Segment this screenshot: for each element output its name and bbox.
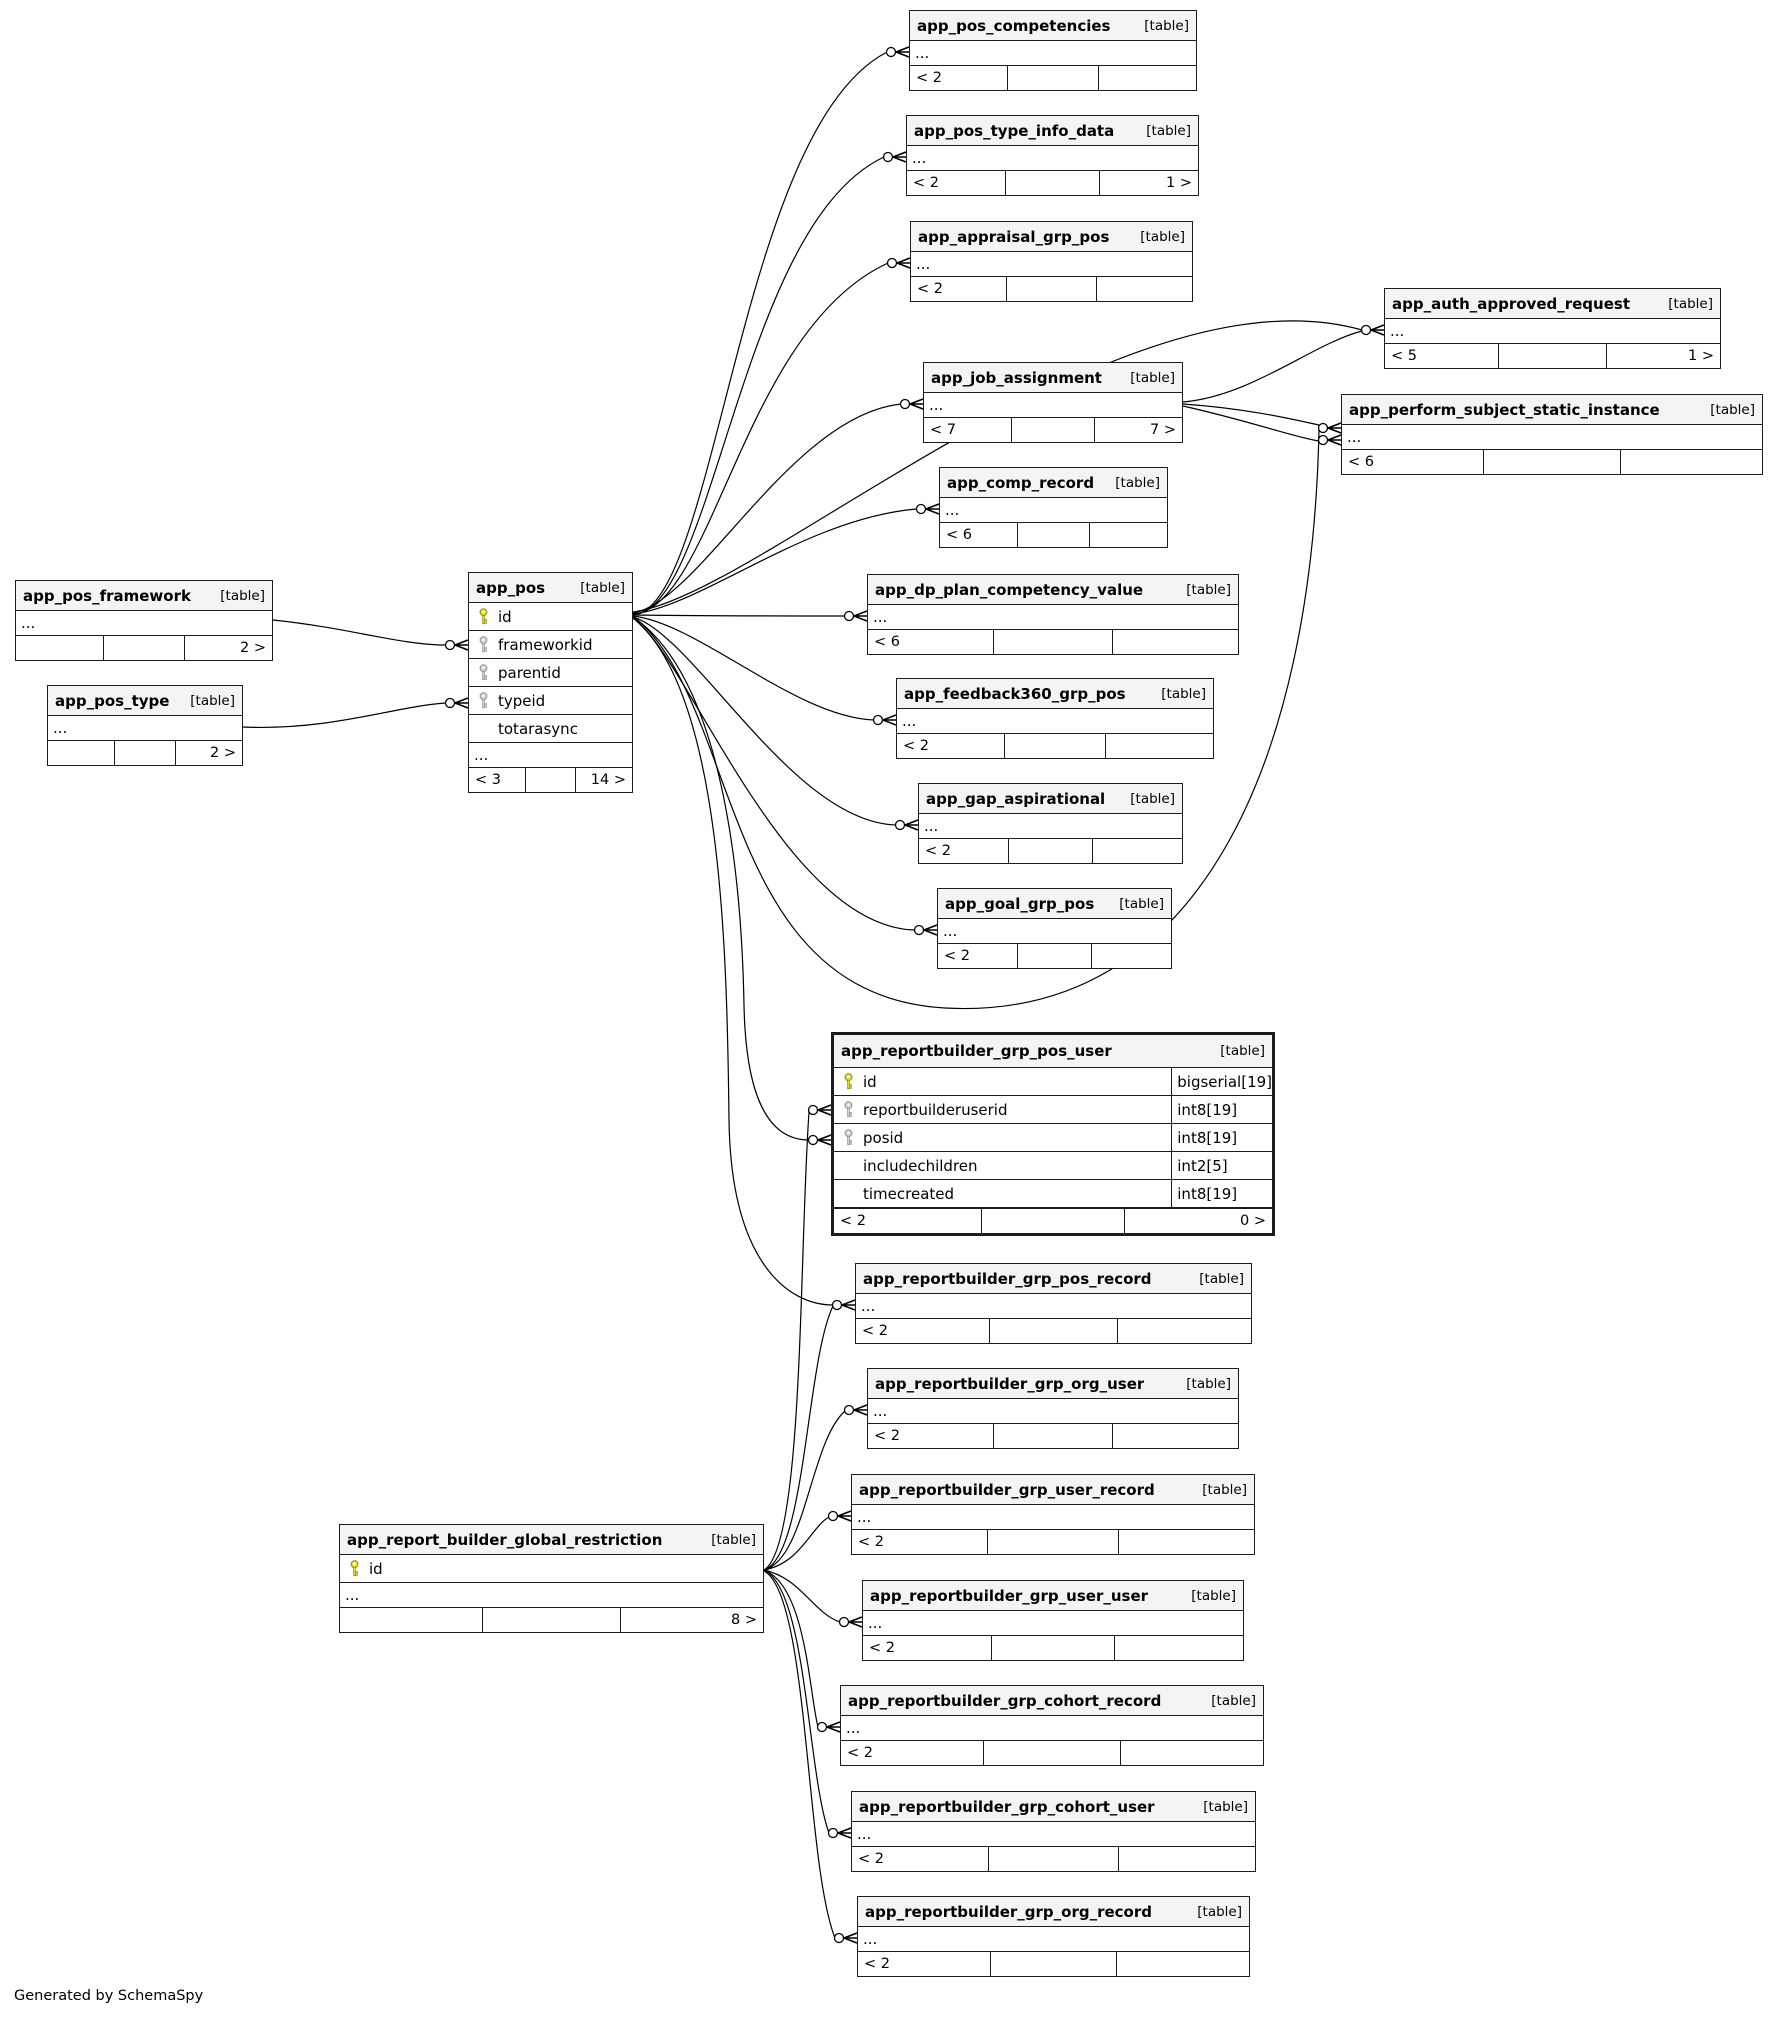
ellipsis-row: ... — [863, 1930, 878, 1948]
table-header — [856, 1264, 1251, 1294]
footer-spacer — [525, 768, 577, 792]
relationship-line — [1183, 404, 1319, 425]
crowfoot-marker-icon — [845, 611, 868, 621]
crowfoot-marker-icon — [915, 925, 938, 935]
crowfoot-marker-icon — [829, 1511, 852, 1521]
table-tag: [table] — [1668, 295, 1713, 312]
table-footer — [907, 170, 1198, 195]
ellipsis-row: ... — [474, 746, 489, 764]
footer-spacer — [987, 1530, 1118, 1554]
table-tag: [table] — [1191, 1587, 1236, 1604]
crowfoot-marker-icon — [896, 820, 919, 830]
table-tag: [table] — [1186, 1375, 1231, 1392]
table-app_appraisal_grp_pos[interactable] — [910, 221, 1193, 302]
parents-count: < 2 — [864, 1956, 890, 1972]
relationship-line — [764, 1112, 809, 1570]
parents-count: < 2 — [903, 738, 929, 754]
generator-note: Generated by SchemaSpy — [14, 1988, 204, 2004]
table-name: app_pos_competencies — [917, 16, 1111, 35]
field-row-id — [340, 1555, 763, 1583]
ellipsis-row: ... — [53, 719, 68, 737]
table-app_pos[interactable] — [468, 572, 633, 793]
table-header — [897, 679, 1213, 709]
children-count: 2 > — [240, 640, 267, 656]
ellipsis-row: ... — [846, 1719, 861, 1737]
field-name: posid — [863, 1128, 904, 1147]
parents-count: < 7 — [930, 422, 956, 438]
field-row-timecreated — [834, 1180, 1272, 1208]
table-app_pos_type_info_data[interactable] — [906, 115, 1199, 196]
table-name: app_pos_type_info_data — [914, 121, 1115, 140]
ellipsis-row: ... — [943, 922, 958, 940]
table-app_job_assignment[interactable] — [923, 362, 1183, 443]
crowfoot-marker-icon — [809, 1105, 832, 1115]
table-header — [868, 1369, 1238, 1399]
crowfoot-marker-icon — [1362, 325, 1385, 335]
foreign-key-icon — [476, 636, 490, 653]
children-count: 1 > — [1688, 348, 1714, 364]
foreign-key-icon — [841, 1129, 855, 1146]
table-name: app_auth_approved_request — [1392, 294, 1630, 313]
table-app_report_builder_global_restriction[interactable] — [339, 1524, 764, 1633]
children-count — [1121, 1741, 1263, 1765]
footer-spacer — [1005, 171, 1099, 195]
table-app_feedback360_grp_pos[interactable] — [896, 678, 1214, 759]
parents-count: < 2 — [917, 281, 943, 297]
table-tag: [table] — [1119, 895, 1164, 912]
field-type: int8[19] — [1171, 1180, 1272, 1207]
parents-count: < 2 — [944, 948, 970, 964]
children-count: 8 > — [731, 1612, 757, 1628]
field-name: timecreated — [863, 1184, 955, 1203]
parents-count — [16, 636, 103, 660]
relationship-line — [633, 618, 915, 930]
children-count — [1090, 523, 1167, 547]
table-app_perform_subject_static_instance[interactable] — [1341, 394, 1763, 475]
footer-spacer — [983, 1741, 1121, 1765]
table-name: app_perform_subject_static_instance — [1349, 400, 1660, 419]
table-footer — [1342, 449, 1762, 474]
foreign-key-icon — [841, 1101, 855, 1118]
parents-count: < 3 — [475, 772, 501, 788]
footer-spacer — [991, 1636, 1115, 1660]
table-tag: [table] — [1130, 369, 1175, 386]
parents-count: < 5 — [1391, 348, 1417, 364]
table-tag: [table] — [1144, 17, 1189, 34]
primary-key-icon — [841, 1073, 855, 1090]
table-header — [841, 1686, 1263, 1716]
table-tag: [table] — [1202, 1481, 1247, 1498]
field-name: includechildren — [863, 1156, 978, 1175]
table-name: app_comp_record — [947, 473, 1095, 492]
parents-count: < 6 — [874, 634, 900, 650]
table-name: app_reportbuilder_grp_org_user — [875, 1374, 1145, 1393]
table-header — [16, 581, 272, 611]
table-app_pos_framework[interactable] — [15, 580, 273, 661]
table-header — [340, 1525, 763, 1555]
crowfoot-marker-icon — [845, 1405, 868, 1415]
table-name: app_job_assignment — [931, 368, 1102, 387]
crowfoot-marker-icon — [874, 715, 897, 725]
table-app_reportbuilder_grp_cohort_user[interactable] — [851, 1791, 1256, 1872]
children-count — [1119, 1530, 1254, 1554]
table-name: app_reportbuilder_grp_pos_record — [863, 1269, 1152, 1288]
ellipsis-row: ... — [1390, 322, 1405, 340]
table-header — [868, 575, 1238, 605]
ellipsis-row: ... — [857, 1825, 872, 1843]
footer-spacer — [1017, 523, 1090, 547]
relationship-line — [764, 1411, 845, 1570]
table-header — [858, 1897, 1249, 1927]
table-name: app_reportbuilder_grp_cohort_record — [848, 1691, 1162, 1710]
table-name: app_reportbuilder_grp_user_record — [859, 1480, 1155, 1499]
field-name: typeid — [498, 691, 546, 710]
field-row-parentid — [469, 659, 632, 687]
crowfoot-marker-icon — [917, 504, 940, 514]
footer-spacer — [1498, 344, 1607, 368]
table-name: app_reportbuilder_grp_user_user — [870, 1586, 1149, 1605]
parents-count — [48, 741, 114, 765]
table-app_reportbuilder_grp_pos_user[interactable] — [831, 1032, 1275, 1236]
table-app_auth_approved_request[interactable] — [1384, 288, 1721, 369]
crowfoot-marker-icon — [809, 1135, 832, 1145]
field-type: int8[19] — [1171, 1096, 1272, 1123]
table-name: app_pos — [476, 578, 546, 597]
parents-count: < 2 — [913, 175, 939, 191]
children-count — [1099, 66, 1196, 90]
parents-count: < 6 — [1348, 454, 1374, 470]
relationship-line — [633, 52, 887, 615]
crowfoot-marker-icon — [446, 698, 469, 708]
footer-spacer — [1007, 66, 1100, 90]
footer-spacer — [482, 1608, 620, 1632]
footer-spacer — [981, 1209, 1124, 1233]
relationship-line — [1183, 331, 1362, 402]
relationship-line — [633, 616, 874, 720]
table-tag: [table] — [220, 587, 265, 604]
table-footer — [940, 522, 1167, 547]
table-footer — [924, 417, 1182, 442]
field-name: id — [498, 607, 512, 626]
table-app_reportbuilder_grp_org_user[interactable] — [867, 1368, 1239, 1449]
table-name: app_reportbuilder_grp_cohort_user — [859, 1797, 1155, 1816]
table-header — [863, 1581, 1243, 1611]
ellipsis-row: ... — [902, 712, 917, 730]
table-app_reportbuilder_grp_user_record[interactable] — [851, 1474, 1255, 1555]
table-footer — [919, 838, 1182, 863]
parents-count: < 2 — [925, 843, 951, 859]
ellipsis-row: ... — [857, 1508, 872, 1526]
table-tag: [table] — [1115, 474, 1160, 491]
children-count — [1097, 277, 1192, 301]
children-count — [1119, 1847, 1255, 1871]
table-footer — [852, 1846, 1255, 1871]
table-header — [469, 573, 632, 603]
table-name: app_gap_aspirational — [926, 789, 1106, 808]
field-type: bigserial[19] — [1171, 1068, 1272, 1095]
table-tag: [table] — [1130, 790, 1175, 807]
table-footer — [863, 1635, 1243, 1660]
table-app_goal_grp_pos[interactable] — [937, 888, 1172, 969]
ellipsis-row: ... — [915, 44, 930, 62]
table-header — [938, 889, 1171, 919]
footer-spacer — [990, 1952, 1118, 1976]
foreign-key-icon — [476, 664, 490, 681]
table-tag: [table] — [1186, 581, 1231, 598]
table-footer — [16, 635, 272, 660]
table-app_comp_record[interactable] — [939, 467, 1168, 548]
ellipsis-row: ... — [1347, 428, 1362, 446]
table-header — [852, 1475, 1254, 1505]
table-footer — [340, 1607, 763, 1632]
table-app_pos_type[interactable] — [47, 685, 243, 766]
children-count — [1621, 450, 1762, 474]
field-name: reportbuilderuserid — [863, 1100, 1008, 1119]
table-tag: [table] — [190, 692, 235, 709]
footer-spacer — [114, 741, 176, 765]
table-footer — [852, 1529, 1254, 1554]
crowfoot-marker-icon — [835, 1933, 858, 1943]
field-name: id — [369, 1559, 383, 1578]
field-row-includechildren — [834, 1152, 1272, 1180]
relationship-line — [633, 617, 896, 825]
table-name: app_pos_type — [55, 691, 170, 710]
field-row-posid — [834, 1124, 1272, 1152]
table-footer — [834, 1208, 1272, 1233]
field-name: parentid — [498, 663, 561, 682]
table-footer — [48, 740, 242, 765]
field-row-typeid — [469, 687, 632, 715]
ellipsis-row: ... — [916, 255, 931, 273]
ellipsis-row: ... — [873, 1402, 888, 1420]
table-footer — [910, 65, 1196, 90]
children-count: 0 > — [1240, 1213, 1266, 1229]
table-footer — [868, 629, 1238, 654]
parents-count: < 2 — [847, 1745, 873, 1761]
table-header — [1342, 395, 1762, 425]
table-tag: [table] — [580, 579, 625, 596]
children-count: 14 > — [590, 772, 627, 788]
children-count — [1113, 630, 1238, 654]
table-header — [910, 11, 1196, 41]
crowfoot-marker-icon — [884, 152, 907, 162]
parents-count: < 2 — [874, 1428, 900, 1444]
parents-count — [340, 1608, 482, 1632]
footer-spacer — [993, 630, 1114, 654]
table-tag: [table] — [1146, 122, 1191, 139]
footer-spacer — [993, 1424, 1114, 1448]
children-count — [1115, 1636, 1243, 1660]
footer-spacer — [1011, 418, 1094, 442]
footer-spacer — [1008, 839, 1093, 863]
children-count — [1106, 734, 1213, 758]
table-tag: [table] — [1211, 1692, 1256, 1709]
field-row-reportbuilderuserid — [834, 1096, 1272, 1124]
children-count — [1092, 944, 1171, 968]
table-footer — [1385, 343, 1720, 368]
field-name: totarasync — [498, 719, 578, 738]
table-name: app_dp_plan_competency_value — [875, 580, 1144, 599]
children-count — [1117, 1952, 1249, 1976]
table-name: app_appraisal_grp_pos — [918, 227, 1110, 246]
table-footer — [469, 767, 632, 792]
children-count: 1 > — [1166, 175, 1192, 191]
table-tag: [table] — [711, 1531, 756, 1548]
table-header — [907, 116, 1198, 146]
field-name: id — [863, 1072, 877, 1091]
crowfoot-marker-icon — [887, 47, 910, 57]
ellipsis-row: ... — [912, 149, 927, 167]
footer-spacer — [1004, 734, 1107, 758]
ellipsis-row: ... — [924, 817, 939, 835]
relationship-line — [273, 620, 446, 645]
table-header — [924, 363, 1182, 393]
parents-count: < 2 — [858, 1851, 884, 1867]
footer-spacer — [988, 1847, 1120, 1871]
footer-spacer — [1483, 450, 1620, 474]
field-row-id — [469, 603, 632, 631]
field-row-id — [834, 1068, 1272, 1096]
table-tag: [table] — [1199, 1270, 1244, 1287]
table-name: app_reportbuilder_grp_org_record — [865, 1902, 1152, 1921]
table-header — [48, 686, 242, 716]
table-footer — [911, 276, 1192, 301]
footer-spacer — [103, 636, 186, 660]
crowfoot-marker-icon — [829, 1828, 852, 1838]
table-app_reportbuilder_grp_pos_record[interactable] — [855, 1263, 1252, 1344]
ellipsis-row: ... — [868, 1614, 883, 1632]
children-count: 2 > — [210, 745, 236, 761]
table-header — [1385, 289, 1720, 319]
table-tag: [table] — [1220, 1043, 1265, 1059]
relationship-line — [633, 618, 833, 1305]
table-footer — [938, 943, 1171, 968]
field-type: int2[5] — [1171, 1152, 1272, 1179]
field-type: int8[19] — [1171, 1124, 1272, 1151]
ellipsis-row: ... — [861, 1297, 876, 1315]
parents-count: < 2 — [858, 1534, 884, 1550]
relationship-line — [764, 1570, 818, 1727]
crowfoot-marker-icon — [446, 640, 469, 650]
primary-key-icon — [476, 608, 490, 625]
parents-count: < 2 — [869, 1640, 895, 1656]
table-header — [919, 784, 1182, 814]
table-app_pos_competencies[interactable] — [909, 10, 1197, 91]
crowfoot-marker-icon — [1319, 435, 1342, 445]
ellipsis-row: ... — [345, 1586, 360, 1604]
field-row-frameworkid — [469, 631, 632, 659]
table-header — [834, 1035, 1272, 1068]
footer-spacer — [989, 1319, 1118, 1343]
table-footer — [868, 1423, 1238, 1448]
relationship-line — [633, 615, 845, 616]
table-app_reportbuilder_grp_user_user[interactable] — [862, 1580, 1244, 1661]
table-header — [940, 468, 1167, 498]
crowfoot-marker-icon — [840, 1617, 863, 1627]
table-footer — [897, 733, 1213, 758]
parents-count: < 2 — [840, 1213, 866, 1229]
table-tag: [table] — [1197, 1903, 1242, 1920]
table-tag: [table] — [1710, 401, 1755, 418]
footer-spacer — [1017, 944, 1092, 968]
table-name: app_report_builder_global_restriction — [347, 1530, 663, 1549]
ellipsis-row: ... — [873, 608, 888, 626]
table-app_gap_aspirational[interactable] — [918, 783, 1183, 864]
crowfoot-marker-icon — [888, 258, 911, 268]
crowfoot-marker-icon — [818, 1722, 841, 1732]
table-app_reportbuilder_grp_org_record[interactable] — [857, 1896, 1250, 1977]
relationship-line — [764, 1306, 833, 1570]
parents-count: < 2 — [862, 1323, 888, 1339]
footer-spacer — [1006, 277, 1097, 301]
table-name: app_reportbuilder_grp_pos_user — [841, 1042, 1112, 1060]
table-header — [852, 1792, 1255, 1822]
table-tag: [table] — [1161, 685, 1206, 702]
parents-count: < 6 — [946, 527, 972, 543]
table-name: app_pos_framework — [23, 586, 191, 605]
table-app_reportbuilder_grp_cohort_record[interactable] — [840, 1685, 1264, 1766]
children-count: 7 > — [1150, 422, 1176, 438]
children-count — [1118, 1319, 1251, 1343]
ellipsis-row: ... — [21, 614, 36, 632]
relationship-line — [633, 157, 884, 615]
table-footer — [841, 1740, 1263, 1765]
table-tag: [table] — [1203, 1798, 1248, 1815]
field-name: frameworkid — [498, 635, 593, 654]
table-footer — [856, 1318, 1251, 1343]
children-count — [1093, 839, 1182, 863]
ellipsis-row: ... — [929, 396, 944, 414]
table-name: app_goal_grp_pos — [945, 894, 1095, 913]
relationship-line — [243, 703, 446, 727]
table-header — [911, 222, 1192, 252]
table-footer — [858, 1951, 1249, 1976]
children-count — [1113, 1424, 1238, 1448]
foreign-key-icon — [476, 692, 490, 709]
relationship-line — [633, 404, 901, 613]
primary-key-icon — [347, 1560, 361, 1577]
table-name: app_feedback360_grp_pos — [904, 684, 1126, 703]
ellipsis-row: ... — [945, 501, 960, 519]
table-app_dp_plan_competency_value[interactable] — [867, 574, 1239, 655]
crowfoot-marker-icon — [833, 1300, 856, 1310]
crowfoot-marker-icon — [1319, 423, 1342, 433]
crowfoot-marker-icon — [901, 399, 924, 409]
table-tag: [table] — [1140, 228, 1185, 245]
parents-count: < 2 — [916, 70, 942, 86]
field-row-totarasync — [469, 715, 632, 743]
